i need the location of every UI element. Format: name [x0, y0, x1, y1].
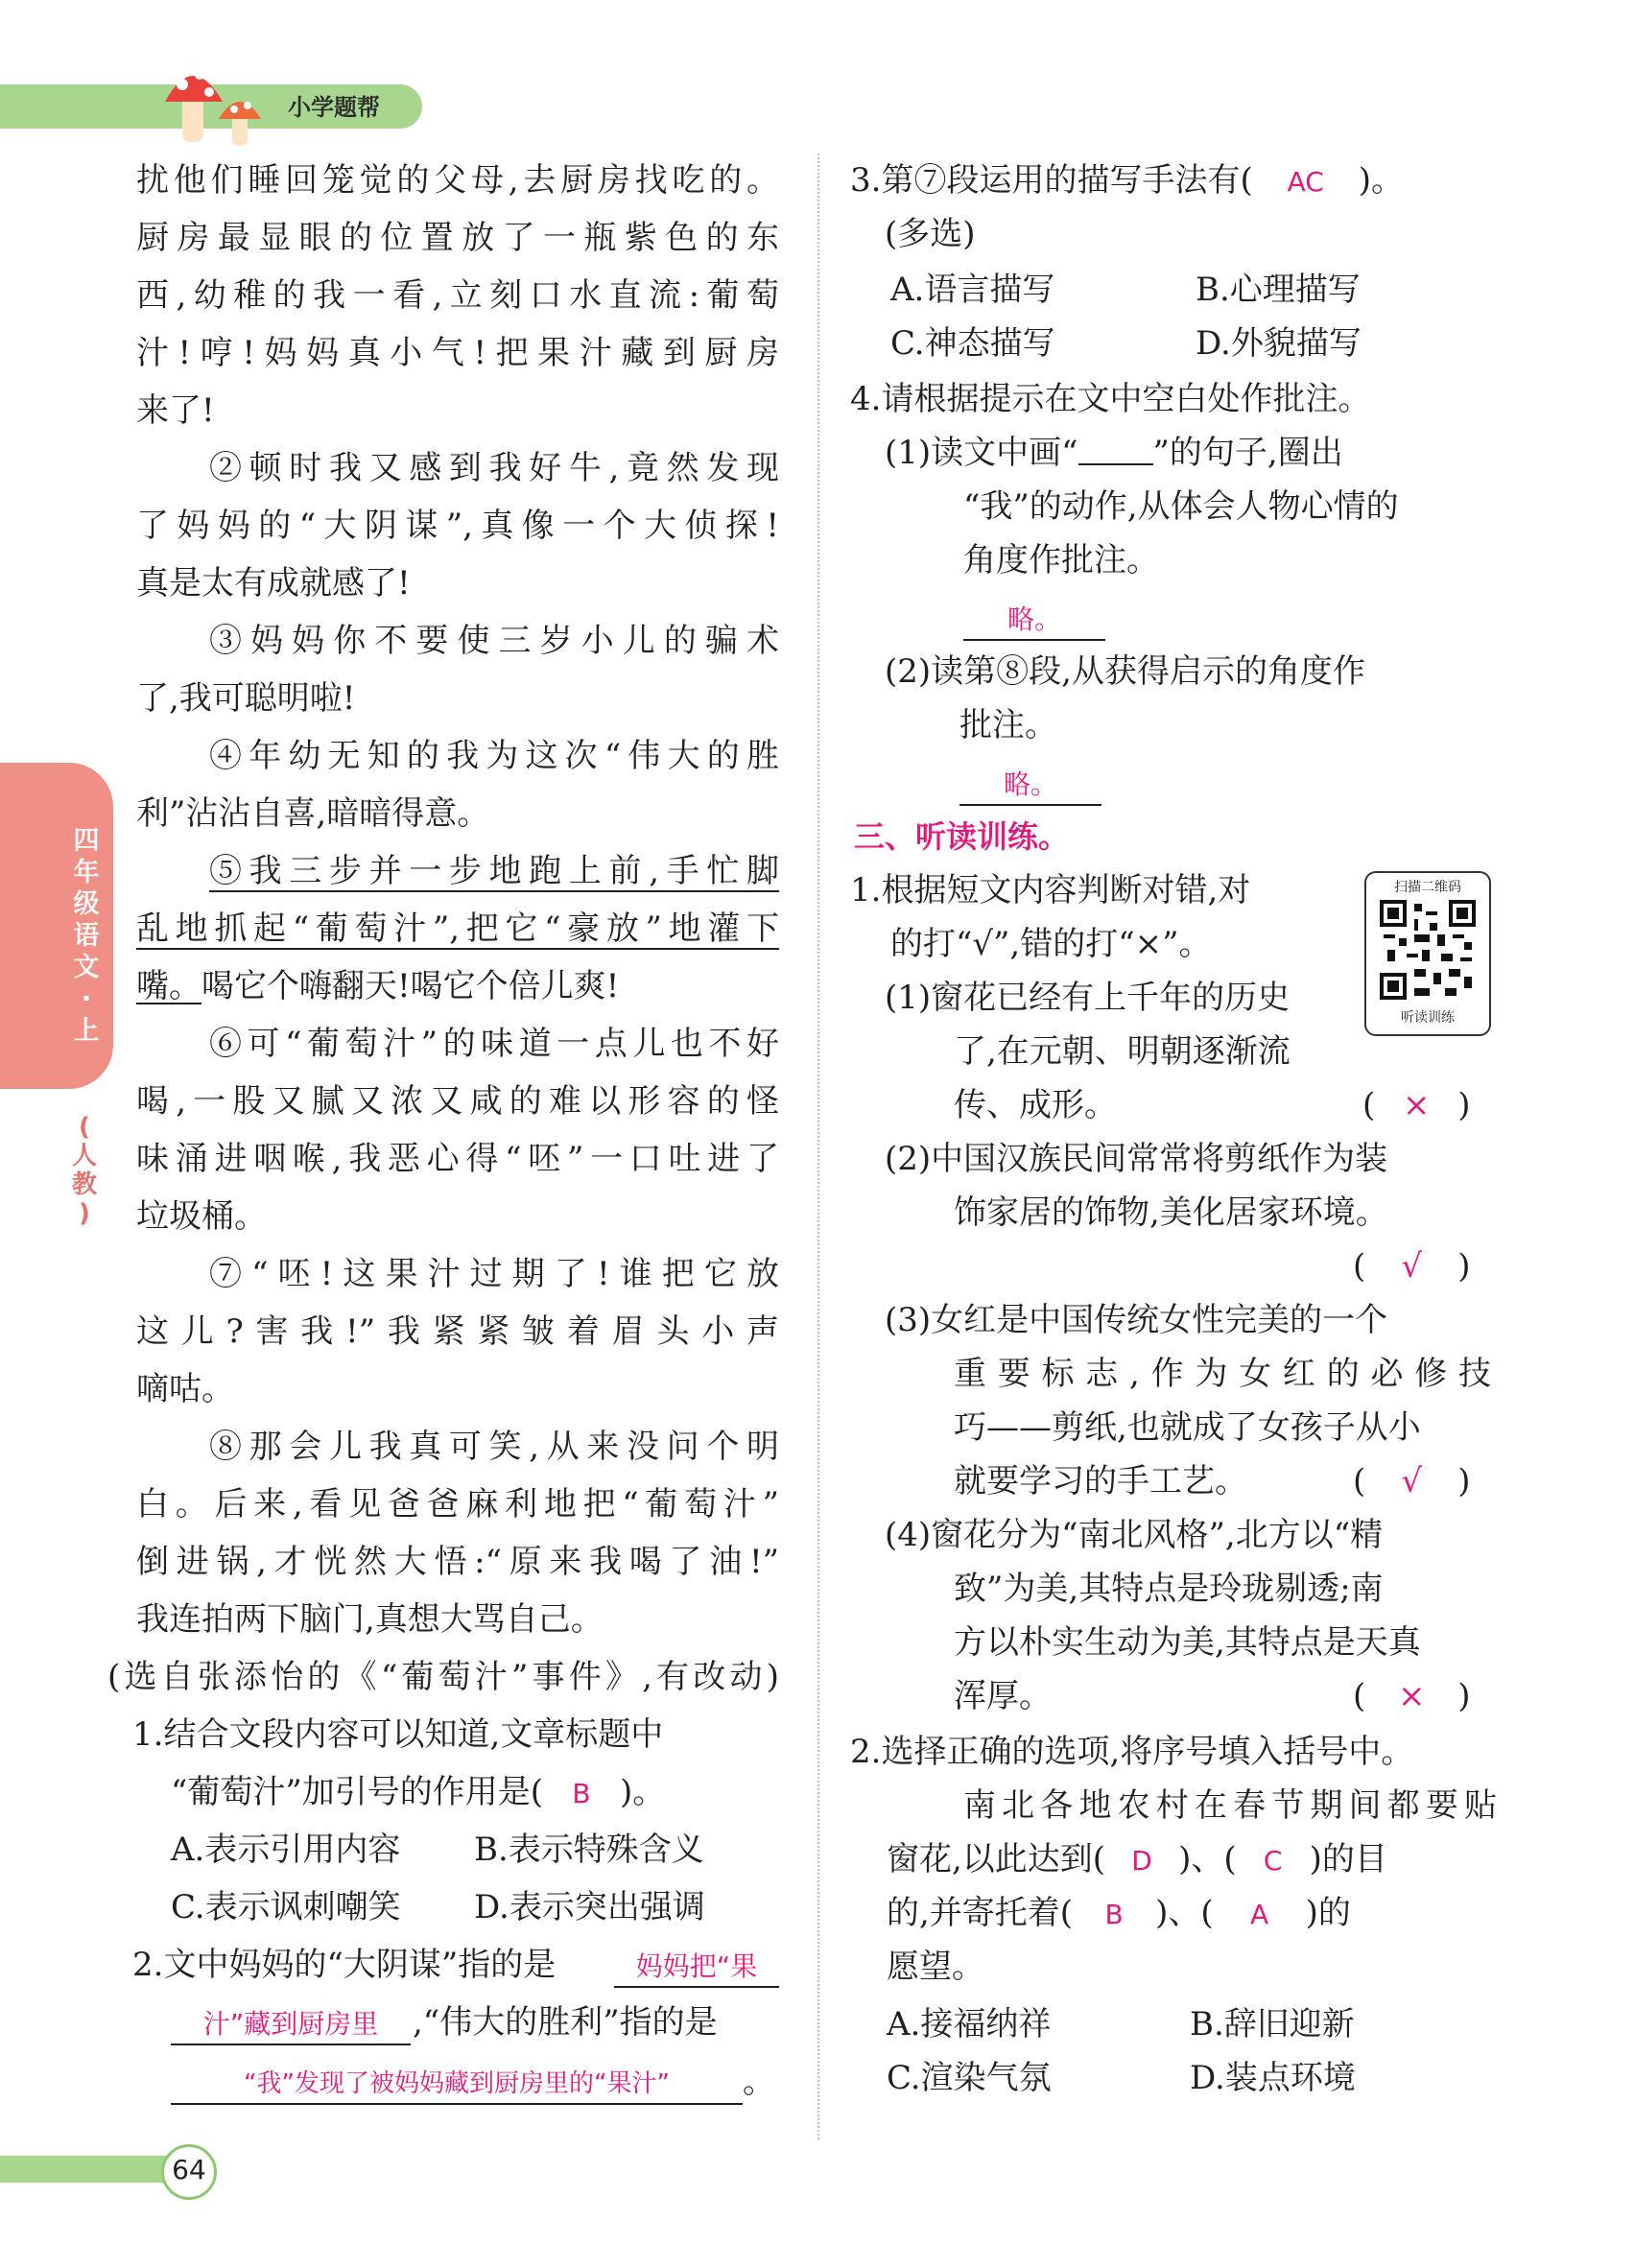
option-c: C.神态描写: [890, 324, 1055, 363]
source-citation: (选自张添怡的《“葡萄汁”事件》,有改动): [107, 1658, 779, 1696]
answer-blank: D: [1131, 1845, 1152, 1877]
text-line: 扰他们睡回笼觉的父母,去厨房找吃的。: [136, 161, 779, 200]
text-line: 巧——剪纸,也就成了女孩子从小: [954, 1408, 1421, 1447]
text-line: 饰家居的饰物,美化居家环境。: [954, 1193, 1388, 1232]
judge-item-3: (3)女红是中国传统女性完美的一个: [885, 1301, 1388, 1339]
qr-caption-bottom: 听读训练: [1401, 1010, 1455, 1026]
question-1-stem-2: “葡萄汁”加引号的作用是( B )。: [171, 1773, 666, 1811]
text-line: 了妈妈的“大阴谋”,真像一个大侦探!: [136, 507, 779, 545]
question-1-stem: 1.结合文段内容可以知道,文章标题中: [132, 1715, 664, 1754]
text-line: 倒进锅,才恍然大悟:“原来我喝了油!”: [136, 1543, 779, 1581]
judge-bracket: ( √ ): [1353, 1247, 1471, 1286]
text-line-underlined: 乱地抓起“葡萄汁”,把它“豪放”地灌下: [136, 910, 779, 948]
side-edition-label: ( 人 教 ): [71, 1113, 97, 1228]
answer-mark: √: [1401, 1462, 1423, 1500]
question-2-stem: 2.文中妈妈的“大阴谋”指的是: [132, 1946, 557, 1984]
answer-line: 汁”藏到厨房里: [171, 2005, 411, 2045]
answer-mark: √: [1401, 1247, 1423, 1286]
side-grade-label: 四 年 级 语 文 · 上: [73, 826, 100, 1046]
text-line: 利”沾沾自喜,暗暗得意。: [136, 794, 490, 833]
text-line: “我”的动作,从体会人物心情的: [963, 487, 1399, 526]
answer-mark: ×: [1398, 1677, 1426, 1715]
answer-line: 略。: [963, 601, 1105, 641]
text-line: 真是太有成就感了!: [136, 564, 411, 602]
text-line: 味涌进咽喉,我恶心得“呸”一口吐进了: [136, 1140, 779, 1178]
judge-bracket: ( √ ): [1353, 1462, 1471, 1500]
page-number: 64: [172, 2154, 206, 2185]
text-line: 的打“√”,错的打“×”。: [890, 925, 1212, 963]
underline-sample: [1078, 444, 1153, 465]
column-divider: [817, 154, 819, 2139]
text-line: 就要学习的手工艺。: [954, 1462, 1247, 1500]
answer-blank: B: [1104, 1899, 1124, 1930]
section-3-heading: 三、听读训练。: [854, 818, 1070, 855]
question-4-item-1: (1)读文中画“ ”的句子,圈出: [885, 434, 1343, 472]
text-line: 了,在元朝、明朝逐渐流: [954, 1032, 1291, 1071]
judge-bracket: ( × ): [1353, 1677, 1471, 1715]
fill-line-1: 窗花,以此达到( D )、( C )的目: [887, 1840, 1387, 1878]
paragraph-7-line: ⑦“呸!这果汁过期了!谁把它放: [209, 1255, 779, 1293]
text-line: 西,幼稚的我一看,立刻口水直流:葡萄: [136, 276, 779, 315]
paragraph-2-line: ②顿时我又感到我好牛,竟然发现: [209, 449, 779, 487]
text-line: 喝,一股又腻又浓又咸的难以形容的怪: [136, 1082, 779, 1121]
answer-line: 略。: [959, 766, 1101, 806]
question-4-stem: 4.请根据提示在文中空白处作批注。: [850, 380, 1371, 418]
text-line: 汁!哼!妈妈真小气!把果汁藏到厨房: [136, 334, 779, 372]
text-line: 南北各地农村在春节期间都要贴: [963, 1786, 1497, 1825]
question-3-stem: 3.第⑦段运用的描写手法有( AC )。: [850, 161, 1404, 200]
option-a: A.语言描写: [890, 271, 1055, 309]
text-line: 致”为美,其特点是玲珑剔透;南: [954, 1570, 1384, 1608]
answer-mark: ×: [1403, 1086, 1431, 1124]
underlined-text: 嘴。: [136, 967, 201, 1005]
answer-blank: AC: [1287, 166, 1324, 198]
text-line: 重要标志,作为女红的必修技: [954, 1355, 1491, 1393]
text-line: 批注。: [959, 706, 1057, 744]
text-line: 嘀咕。: [136, 1370, 234, 1408]
text-line: 这儿?害我!”我紧紧皱着眉头小声: [136, 1312, 779, 1351]
fill-line-2: 的,并寄托着( B )、( A )的: [887, 1894, 1351, 1932]
text-line: 嘴。喝它个嗨翻天!喝它个倍儿爽!: [136, 967, 620, 1005]
option-d: D.表示突出强调: [474, 1888, 705, 1926]
answer-blank: B: [572, 1778, 591, 1809]
paragraph-5-line-underlined: ⑤我三步并一步地跑上前,手忙脚: [209, 852, 779, 890]
question-4-item-2: (2)读第⑧段,从获得启示的角度作: [885, 652, 1365, 691]
text-line: 我连拍两下脑门,真想大骂自己。: [136, 1600, 604, 1639]
paragraph-6-line: ⑥可“葡萄汁”的味道一点儿也不好: [209, 1025, 779, 1063]
answer-line: “我”发现了被妈妈藏到厨房里的“果汁”: [171, 2065, 743, 2105]
mushroom-icon: [163, 56, 288, 152]
option-d: D.外貌描写: [1196, 324, 1362, 363]
option-c: C.渲染气氛: [887, 2059, 1052, 2097]
header-title: 小学题帮: [288, 94, 380, 121]
answer-blank: C: [1263, 1845, 1283, 1877]
option-d: D.装点环境: [1190, 2059, 1356, 2097]
qr-caption-top: 扫描二维码: [1394, 880, 1461, 895]
text-line: 愿望。: [887, 1948, 984, 1986]
listening-question-2-stem: 2.选择正确的选项,将序号填入括号中。: [850, 1733, 1414, 1771]
judge-item-4: (4)窗花分为“南北风格”,北方以“精: [885, 1516, 1384, 1554]
question-3-note: (多选): [885, 215, 976, 253]
text-line: 白。后来,看见爸爸麻利地把“葡萄汁”: [136, 1485, 779, 1524]
option-b: B.心理描写: [1196, 271, 1361, 309]
text-line: 传、成形。: [954, 1086, 1117, 1124]
text-line: 角度作批注。: [963, 541, 1159, 579]
listening-question-1-stem: 1.根据短文内容判断对错,对: [850, 871, 1251, 910]
judge-item-2: (2)中国汉族民间常常将剪纸作为装: [885, 1140, 1388, 1178]
option-a: A.接福纳祥: [887, 2005, 1052, 2044]
paragraph-3-line: ③妈妈你不要使三岁小儿的骗术: [209, 622, 779, 660]
question-2-end: 。: [743, 2063, 775, 2101]
text-line: 了,我可聪明啦!: [136, 679, 356, 718]
question-2-stem-2: ,“伟大的胜利”指的是: [413, 2003, 718, 2042]
qr-code[interactable]: [1364, 871, 1491, 1036]
answer-line: 妈妈把“果: [614, 1948, 779, 1988]
judge-item-1: (1)窗花已经有上千年的历史: [885, 979, 1291, 1017]
option-b: B.表示特殊含义: [474, 1831, 704, 1869]
answer-blank: A: [1250, 1899, 1269, 1930]
paragraph-4-line: ④年幼无知的我为这次“伟大的胜: [209, 737, 779, 775]
text-line: 方以朴实生动为美,其特点是天真: [954, 1623, 1421, 1662]
judge-bracket: ( × ): [1362, 1086, 1471, 1124]
text-line: 浑厚。: [954, 1677, 1052, 1715]
text-line: 来了!: [136, 391, 215, 430]
option-b: B.辞旧迎新: [1190, 2005, 1355, 2044]
text-line: 厨房最显眼的位置放了一瓶紫色的东: [136, 219, 779, 257]
option-c: C.表示讽刺嘲笑: [171, 1888, 401, 1926]
paragraph-8-line: ⑧那会儿我真可笑,从来没问个明: [209, 1428, 779, 1466]
option-a: A.表示引用内容: [171, 1831, 401, 1869]
text-line: 垃圾桶。: [136, 1197, 267, 1236]
qr-pattern-icon: [1380, 900, 1476, 1000]
